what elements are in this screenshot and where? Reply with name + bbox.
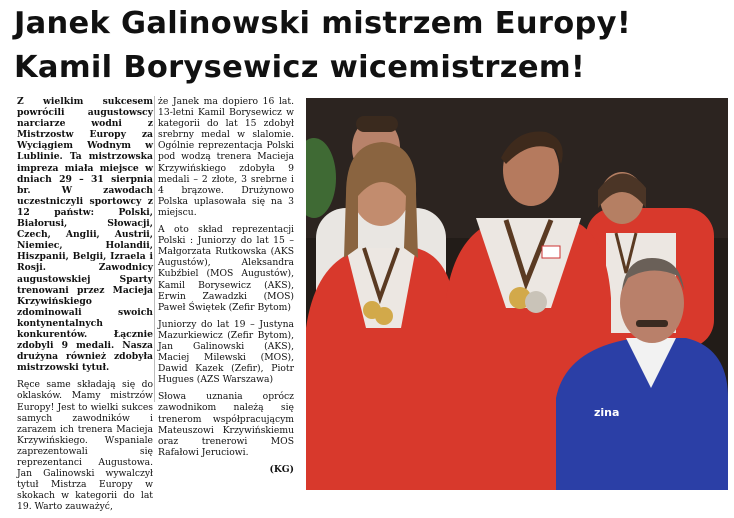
headline-line-2: Kamil Borysewicz wicemistrzem! (14, 50, 586, 85)
author-signature: (KG) (269, 463, 294, 475)
article-paragraph: Ręce same składają się do oklasków. Mamy mistrzów Europy! Jest to wielki sukces samych zawodników i zarazem ich trenera Macieja Krzywińskiego. Wspaniale zaprezentowali się reprezentanci Augustowa. Jan Galinowski wywalczył tytuł Mistrza Europy w skokach w kategorii do lat 19. Warto zauważyć, (17, 379, 153, 513)
team-roster-intro: A oto skład reprezentacji Polski : Juniorzy do lat 15 – Małgorzata Rutkowska (AKS Augustów), Aleksandra Kubźbiel (MOS Augustów), Kamil Borysewicz (AKS), Erwin Zawadzki (MOS) Paweł Świętek (Zefir Bytom) (158, 224, 294, 313)
headline (14, 2, 726, 90)
column-divider (154, 96, 155, 402)
team-photo (306, 98, 728, 490)
coaches-thanks: Słowa uznania oprócz zawodnikom należą się trenerom współpracującym Mateuszowi Krzywińskiemu oraz trenerowi MOS Rafałowi Jeruciowi. (158, 391, 294, 458)
team-photo-illustration (306, 98, 728, 490)
headline-line-1: Janek Galinowski mistrzem Europy! (14, 6, 632, 41)
team-roster-juniors-19: Juniorzy do lat 19 – Justyna Mazurkiewicz (Zefir Bytom), Jan Galinowski (AKS), Maciej Milewski (MOS), Dawid Kazek (Zefir), Piotr Hugues (AZS Warszawa) (158, 318, 294, 386)
article-paragraph: że Janek ma dopiero 16 lat. 13-letni Kamil Borysewicz w kategorii do lat 15 zdobył srebrny medal w slalomie. Ogólnie reprezentacja Polski pod wodzą trenera Macieja Krzywińskiego zdobyła 9 medali – 2 złote, 3 srebrne i 4 brązowe. Drużynowo Polska uplasowała się na 3 miejscu. (158, 96, 294, 218)
article-column-1 (17, 96, 153, 518)
jacket-brand-label: zina (594, 406, 620, 419)
article-column-2 (158, 96, 294, 475)
article-lead: Z wielkim sukcesem powrócili augustowscy narciarze wodni z Mistrzostw Europy za Wyciągiem Wodnym w Lublinie. Ta mistrzowska impreza miała miejsce w dniach 29 – 31 sierpnia br. W zawodach uczestniczyli sportowcy z 12 państw: Polski, Białorusi, Słowacji, Czech, Anglii, Austrii, Niemiec, Holandii, Hiszpanii, Belgii, Izraela i Rosji. Zawodnicy augustowskiej Sparty trenowani przez Macieja Krzywińskiego zdominowali swoich kontynentalnych konkurentów. Łącznie zdobyli 9 medali. Nasza drużyna również zdobyła mistrzowski tytuł. (17, 96, 153, 374)
